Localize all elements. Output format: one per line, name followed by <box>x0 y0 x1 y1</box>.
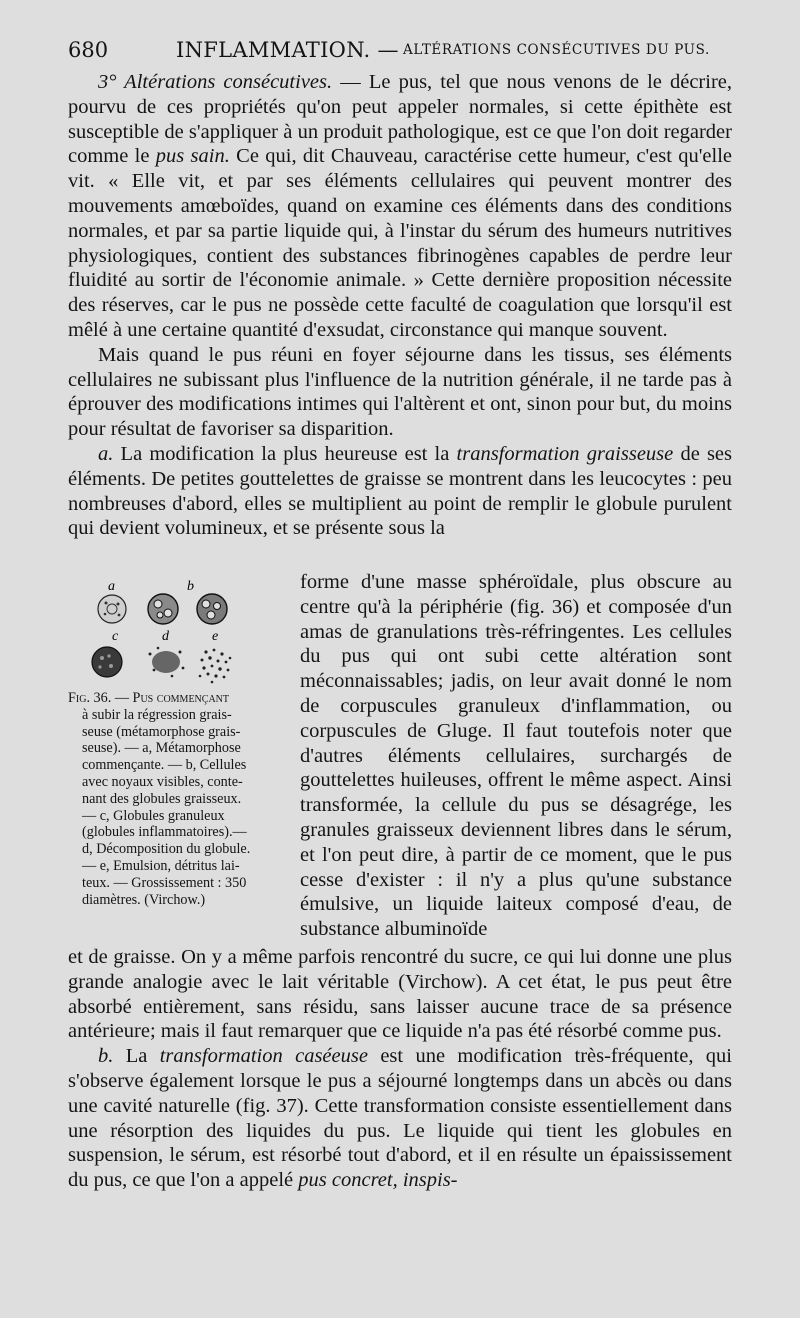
figure-caption <box>68 690 288 908</box>
cell-d <box>149 647 185 678</box>
paragraph-mais: Mais quand le pus réuni en foyer séjourne dans les tissus, ses éléments cellulaires ne subissant plus l'influence de la nutrition générale, il ne tarde pas à éprouver des modifications intimes qui l'altèrent et ont, sinon pour but, du moins pour résultat de favoriser sa disparition. <box>68 343 732 441</box>
paragraph-b-mid: est une modification très-fréquente, qui s'observe également lorsque le pus a séjourné longtemps dans un abcès ou dans une cavité naturelle (fig. 37). Cette transformation consiste essentiellement dans une résorption des liquides du pus. Le liquide qui tient les globules en suspension, le sérum, est résorbé tout d'abord, et il en résulte un épaississement du pus, ce que l'on a appelé <box>68 1045 733 1192</box>
paragraph-a-mid: de ses éléments. De petites gouttelettes de graisse se montrent dans les leucocytes : peu nombreuses d'abord, elles se multiplient au point de remplir le globule purulent qui devient volumineux, et se présente sous la <box>68 442 733 540</box>
paragraph-a-end: et de graisse. On y a même parfois rencontré du sucre, ce qui lui donne une plus grande analogie avec le lait véritable (Virchow). A cet état, le pus peut être absorbé entièrement, sans résidu, sans laisser aucune trace de sa présence antérieure; mais il faut remarquer que ce liquide n'a pas été résorbé comme pus. <box>68 946 732 1043</box>
text-beside-figure: forme d'une masse sphéroïdale, plus obscure au centre qu'à la périphérie (fig. 36) et composée d'un amas de granulations très-réfringentes. Les cellules du pus qui ont subi cette altération sont méconnaissables; jadis, on leur avait donné le nom de corpuscules granuleux d'inflammation, ou corpuscules de Gluge. Il faut toutefois noter que d'autres éléments cellulaires, surchargés de gouttelettes huileuses, offrent le même aspect. Ainsi transformée, la cellule du pus se désagrége, les granules graisseux deviennent libres dans le sérum, et l'on peut dire, à partir de ce moment, que le pus cesse d'exister : il n'y a plus qu'une substance émulsive, un liquide laiteux composé d'eau, de substance albuminoïde <box>300 571 732 941</box>
italic-term-transformation-graisseuse: transformation graisseuse <box>456 442 674 465</box>
cell-a <box>98 595 126 623</box>
caption-line: diamètres. (Virchow.) <box>82 891 206 908</box>
section-title: 3° Altérations consécutives. <box>98 71 333 93</box>
paragraph-a <box>68 442 732 541</box>
cell-e <box>199 649 232 684</box>
caption-line: seuse (métamorphose grais- <box>82 723 241 740</box>
body-text-bottom <box>68 945 732 1193</box>
paragraph-a-label: a. <box>98 442 114 465</box>
paragraph-intro-text: — Le pus, tel que nous venons de le décrire, pourvu de ces propriétés qu'on peut appeler normales, si cette épithète est susceptible de s'appliquer à un produit pathologique, est ce que l'on doit regarder comme le <box>68 71 732 168</box>
caption-line: à subir la régression grais- <box>82 706 232 723</box>
paragraph-b-label: b. <box>98 1045 114 1068</box>
caption-line: seuse). — a, Métamorphose <box>82 740 241 757</box>
caption-line: (globules inflammatoires).— <box>82 824 247 841</box>
figure-label-e: e <box>212 629 219 644</box>
figure-label-c: c <box>112 629 119 644</box>
running-title: INFLAMMATION. — <box>176 38 399 62</box>
figure-label-d: d <box>162 629 169 644</box>
caption-line: nant des globules graisseux. <box>82 790 242 807</box>
caption-line: d, Décomposition du globule. <box>82 841 251 858</box>
paragraph-b-start: La <box>125 1045 148 1068</box>
italic-term-transformation-caseeuse: transformation caséeuse <box>159 1045 368 1068</box>
figure-label-b: b <box>187 579 194 594</box>
paragraph-b <box>68 1044 732 1193</box>
paragraph-intro <box>68 70 732 343</box>
page-number: 680 <box>68 38 109 62</box>
italic-term-pus-concret: pus concret, inspis- <box>298 1169 458 1192</box>
caption-line: avec noyaux visibles, conte- <box>82 773 243 790</box>
running-header <box>68 38 738 68</box>
body-text-top <box>68 70 732 541</box>
caption-line: Fig. 36. — Pus commençant <box>68 690 229 706</box>
figure-36-illustration <box>84 578 274 688</box>
figure-36 <box>84 578 274 688</box>
cell-b1 <box>148 594 178 624</box>
running-subtitle: ALTÉRATIONS CONSÉCUTIVES DU PUS. <box>403 42 710 58</box>
cell-b2 <box>197 594 227 624</box>
caption-line: commençante. — b, Cellules <box>82 757 247 774</box>
cell-c <box>92 647 122 677</box>
paragraph-a-start: La modification la plus heureuse est la <box>120 442 450 465</box>
caption-line: teux. — Grossissement : 350 <box>82 874 247 891</box>
caption-line: — e, Emulsion, détritus lai- <box>82 857 240 874</box>
caption-line: — c, Globules granuleux <box>82 807 225 824</box>
figure-label-a: a <box>108 579 115 594</box>
italic-term-pus-sain: pus sain. <box>155 145 230 168</box>
paragraph-intro-end: Ce qui, dit Chauveau, caractérise cette humeur, c'est qu'elle vit. « Elle vit, et par ses éléments cellulaires qui peuvent montrer des mouvements amœboïdes, quand on examine ces éléments dans des conditions normales, et par sa partie liquide qui, à l'instar du sérum des humeurs nutritives physiologiques, contient des substances fibrinogènes capables de perdre leur fluidité au sortir de l'économie animale. » Cette dernière proposition nécessite des réserves, car le pus ne possède cette faculté de coagulation que lorsqu'il est mêlé à une certaine quantité d'exsudat, circonstance qui manque souvent. <box>68 145 733 341</box>
